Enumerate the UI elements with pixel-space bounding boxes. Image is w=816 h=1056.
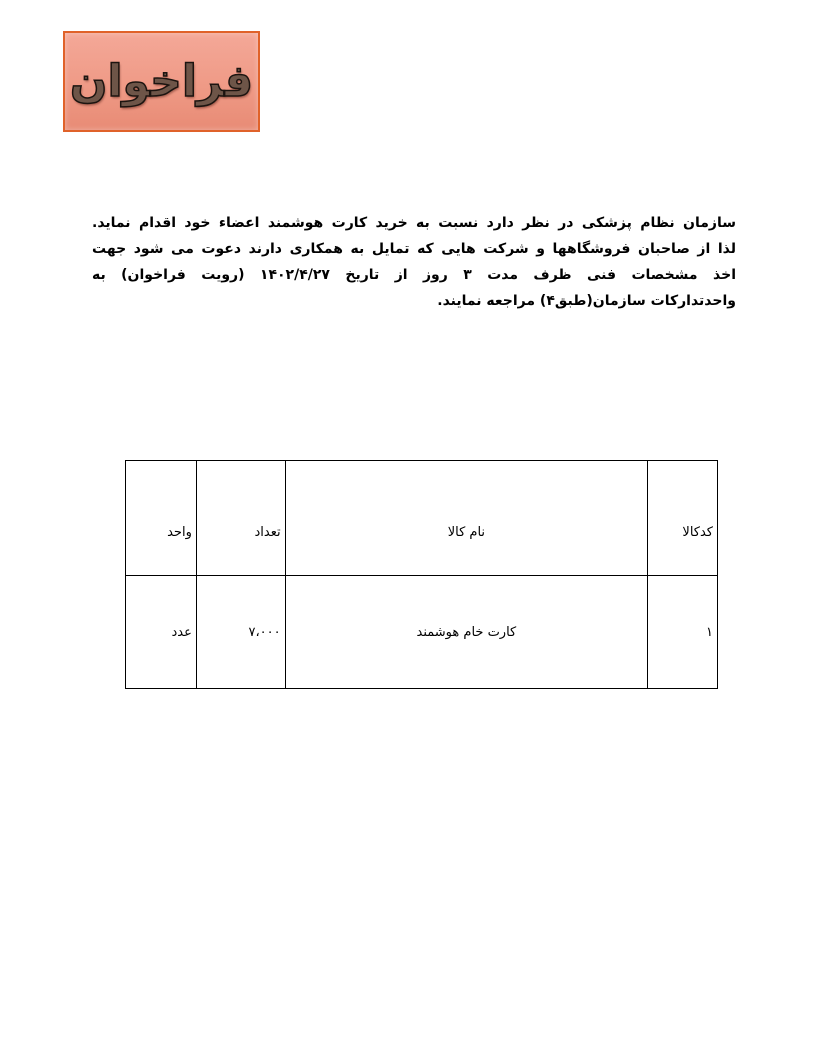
header-name: نام کالا — [285, 461, 648, 576]
cell-quantity: ۷،۰۰۰ — [196, 576, 285, 689]
header-unit: واحد — [126, 461, 197, 576]
body-line-2: لذا از صاحبان فروشگاهها و شرکت هایی که تمایل به همکاری دارند دعوت می شود جهت — [92, 241, 736, 257]
table-header-row — [126, 461, 718, 576]
table-row — [126, 576, 718, 689]
body-line-1: سازمان نظام پزشکی در نظر دارد نسبت به خرید کارت هوشمند اعضاء خود اقدام نماید. — [92, 215, 736, 231]
announcement-title-box — [63, 31, 260, 132]
announcement-body — [92, 210, 736, 314]
header-quantity: تعداد — [196, 461, 285, 576]
items-table — [125, 460, 718, 689]
body-line-3: اخذ مشخصات فنی ظرف مدت ۳ روز از تاریخ ۱۴۰۲/۴/۲۷ (رویت فراخوان) به — [92, 267, 736, 283]
announcement-title: فراخوان — [69, 56, 254, 107]
cell-name: کارت خام هوشمند — [285, 576, 648, 689]
cell-code: ۱ — [648, 576, 718, 689]
cell-unit: عدد — [126, 576, 197, 689]
body-line-4: واحدتدارکات سازمان(طبق۴) مراجعه نمایند. — [437, 293, 736, 309]
header-code: کدکالا — [648, 461, 718, 576]
